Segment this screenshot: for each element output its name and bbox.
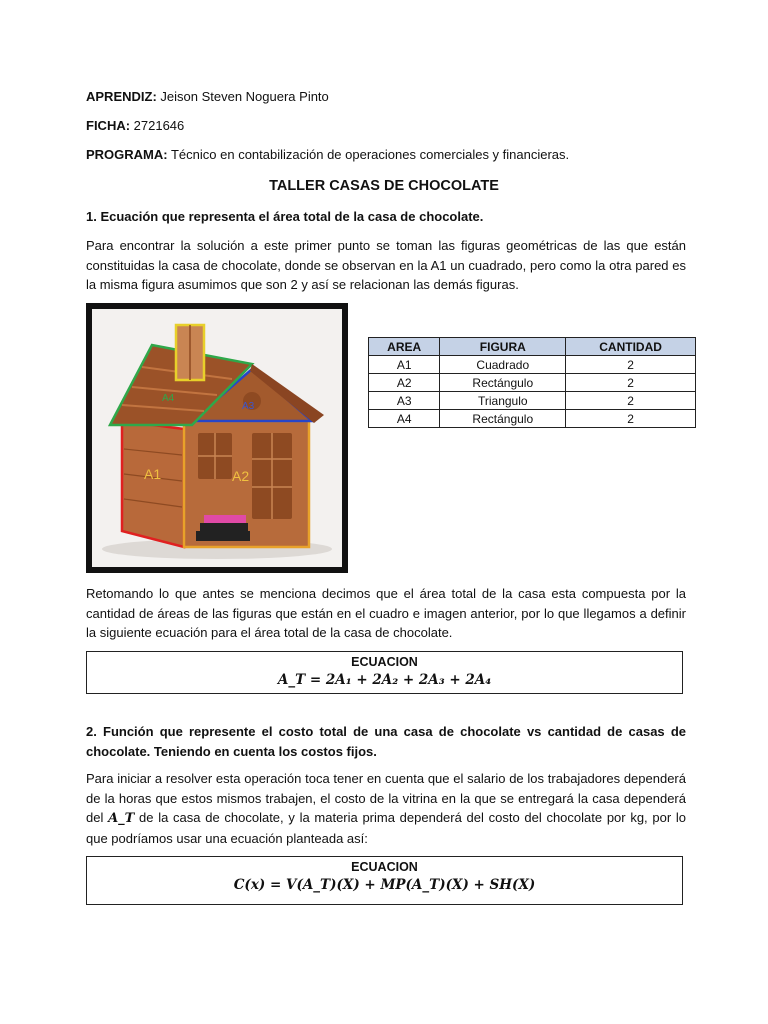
table-cell: 2 bbox=[566, 392, 696, 410]
section1-paragraph: Para encontrar la solución a este primer punto se toman las figuras geométricas de las que están constituidas la casa de chocolate, donde se observan en la A1 un cuadrado, pero como la otra pared es la misma figura asumimos que son 2 y así se relacionan las demás figuras. bbox=[86, 238, 686, 292]
table-cell: 2 bbox=[566, 356, 696, 374]
table-row bbox=[369, 392, 696, 410]
programa-line bbox=[86, 146, 569, 164]
table-cell: 2 bbox=[566, 374, 696, 392]
equation-1-text: A_T = 2A₁ + 2A₂ + 2A₃ + 2A₄ bbox=[277, 672, 492, 688]
programa-value: Técnico en contabilización de operaciones comerciales y financieras. bbox=[167, 147, 570, 162]
aprendiz-label: APRENDIZ: bbox=[86, 89, 157, 104]
section2-heading: 2. Función que represente el costo total de una casa de chocolate vs cantidad de casas de chocolate. Teniendo en cuenta los costos fijos. bbox=[86, 724, 686, 759]
section2-paragraph bbox=[86, 769, 686, 848]
areas-table bbox=[368, 337, 696, 428]
table-row bbox=[369, 356, 696, 374]
house-image bbox=[92, 309, 342, 567]
table-row bbox=[369, 374, 696, 392]
table-cell: A4 bbox=[369, 410, 440, 428]
ficha-value: 2721646 bbox=[130, 118, 185, 133]
table-cell: Cuadrado bbox=[440, 356, 566, 374]
label-a3: A3 bbox=[242, 401, 255, 412]
equation-box-1 bbox=[86, 651, 683, 694]
equation-2 bbox=[87, 875, 682, 895]
chocolate-house-illustration bbox=[92, 309, 342, 567]
table-cell: A2 bbox=[369, 374, 440, 392]
label-a4: A4 bbox=[162, 393, 175, 404]
table-cell: 2 bbox=[566, 410, 696, 428]
section2-paragraph-symbol: A_T bbox=[108, 811, 135, 826]
programa-label: PROGRAMA: bbox=[86, 147, 168, 162]
label-a1: A1 bbox=[144, 466, 162, 482]
house-image-frame bbox=[86, 303, 348, 573]
equation-label-1: ECUACION bbox=[351, 655, 418, 669]
section1-heading: 1. Ecuación que representa el área total de la casa de chocolate. bbox=[86, 209, 484, 224]
table-cell: Rectángulo bbox=[440, 410, 566, 428]
document-title: TALLER CASAS DE CHOCOLATE bbox=[269, 178, 499, 194]
table-cell: A1 bbox=[369, 356, 440, 374]
table-header-row bbox=[369, 338, 696, 356]
table-row bbox=[369, 410, 696, 428]
table-cell: Triangulo bbox=[440, 392, 566, 410]
header-figura: FIGURA bbox=[440, 338, 566, 356]
label-a2: A2 bbox=[232, 468, 250, 484]
equation-2-text: C(x) = V(A_T)(X) + MP(A_T)(X) + SH(X) bbox=[233, 877, 536, 893]
aprendiz-value: Jeison Steven Noguera Pinto bbox=[156, 89, 329, 104]
equation-box-2 bbox=[86, 856, 683, 905]
aprendiz-line bbox=[86, 88, 329, 106]
equation-label-2: ECUACION bbox=[351, 860, 418, 874]
header-cantidad: CANTIDAD bbox=[566, 338, 696, 356]
ficha-line bbox=[86, 117, 184, 135]
table-cell: A3 bbox=[369, 392, 440, 410]
equation-1 bbox=[87, 670, 682, 690]
table-cell: Rectángulo bbox=[440, 374, 566, 392]
ficha-label: FICHA: bbox=[86, 118, 131, 133]
section2-paragraph-part1: Para iniciar a resolver esta operación toca tener en cuenta que el salario de los trabajadores dependerá de la horas que estos mismos trabajen, el costo de la vitrina en la que se entregará la casa dependerá del bbox=[86, 771, 686, 825]
section2-paragraph-part2: de la casa de chocolate, y la materia prima dependerá del costo del chocolate por kg, por lo que podríamos usar una ecuación planteada así: bbox=[86, 810, 686, 846]
section1-paragraph2: Retomando lo que antes se menciona decimos que el área total de la casa esta compuesta por la cantidad de áreas de las figuras que están en el cuadro e imagen anterior, por lo que llegamos a definir la siguiente ecuación para el área total de la casa de chocolate. bbox=[86, 586, 686, 640]
header-area: AREA bbox=[369, 338, 440, 356]
